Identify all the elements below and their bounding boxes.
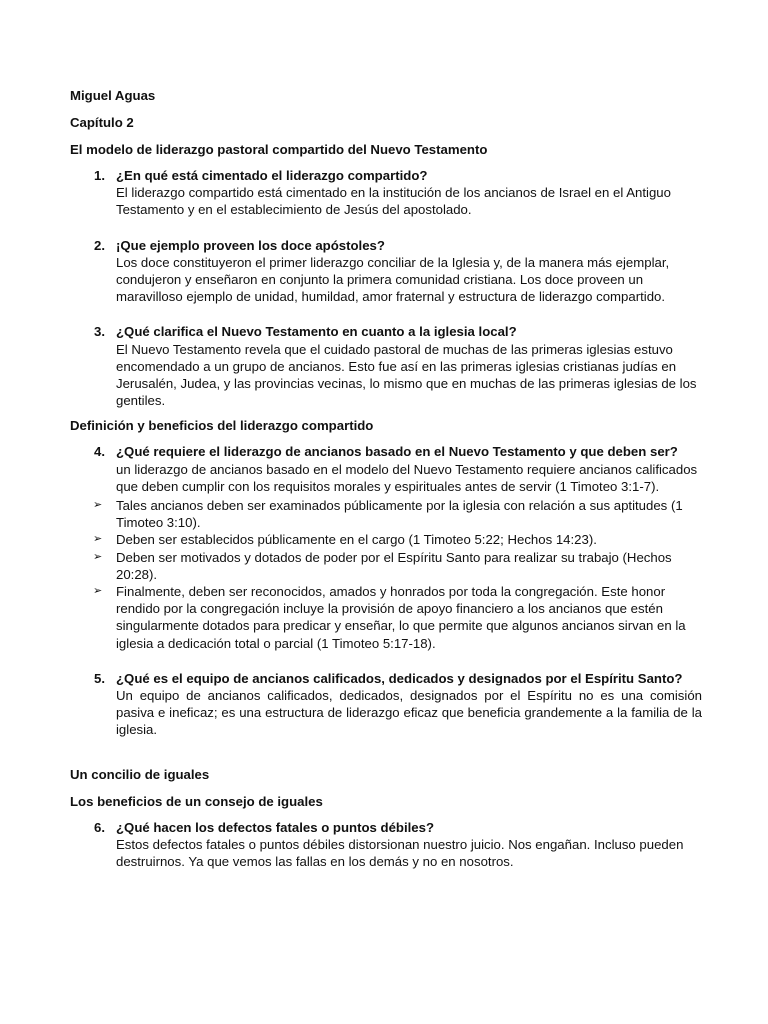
question-item-1 <box>70 167 702 219</box>
list-item <box>93 549 702 583</box>
answer-text: El Nuevo Testamento revela que el cuidado pastoral de muchas de las primeras iglesias estuvo encomendado a un grupo de ancianos. Esto fue así en las primeras iglesias cristianas judías en Jerusalén, Judea, y las provincias vecinas, lo mismo que en muchas de las primeras iglesias de los gentiles. <box>116 341 697 409</box>
requirements-list <box>70 497 702 652</box>
list-item <box>93 583 702 652</box>
question-item-4 <box>70 443 702 495</box>
bullet-text: Tales ancianos deben ser examinados públicamente por la iglesia con relación a sus aptitudes (1 Timoteo 3:10). <box>116 498 683 531</box>
question-number: 5. <box>94 670 105 686</box>
arrow-bullet-icon: ➢ <box>93 585 103 598</box>
author-name: Miguel Aguas <box>70 88 156 103</box>
answer-text: Los doce constituyeron el primer liderazgo conciliar de la Iglesia y, de la manera más ejemplar, condujeron y enseñaron en conjunto la primera comunidad cristiana. Los doce proveen un maravilloso ejemplo de unidad, humildad, amor fraternal y estructura de liderazgo compartido. <box>116 254 670 305</box>
arrow-bullet-icon: ➢ <box>93 550 103 563</box>
question-item-5 <box>70 670 702 739</box>
question-number: 2. <box>94 237 105 253</box>
chapter-label: Capítulo 2 <box>70 115 134 130</box>
question-text: ¡Que ejemplo proveen los doce apóstoles? <box>116 237 385 253</box>
section-heading-council: Un concilio de iguales <box>70 766 210 782</box>
question-number: 4. <box>94 444 105 460</box>
bullet-text: Finalmente, deben ser reconocidos, amados y honrados por toda la congregación. Este honor rendido por la congregación incluye la provisión de apoyo financiero a los ancianos que estén singularmente dotados para predicar y enseñar, lo que permite que algunos ancianos sirvan en la iglesia a dedicación total o parcial (1 Timoteo 5:17-18). <box>116 584 686 651</box>
question-text: ¿Qué es el equipo de ancianos calificados, dedicados y designados por el Espíritu Santo? <box>116 670 683 686</box>
bullet-text: Deben ser motivados y dotados de poder por el Espíritu Santo para realizar su trabajo (Hechos 20:28). <box>116 549 672 582</box>
question-item-6 <box>70 819 702 871</box>
document-body <box>70 87 702 870</box>
list-item <box>93 497 702 531</box>
answer-text: Estos defectos fatales o puntos débiles distorsionan nuestro juicio. Nos engañan. Incluso pueden destruirnos. Ya que vemos las fallas en los demás y no en nosotros. <box>116 836 684 870</box>
question-text: ¿Qué clarifica el Nuevo Testamento en cuanto a la iglesia local? <box>116 324 517 340</box>
section-heading-benefits: Los beneficios de un consejo de iguales <box>70 793 323 809</box>
question-item-3 <box>70 323 702 409</box>
section-heading-definition: Definición y beneficios del liderazgo compartido <box>70 418 374 434</box>
question-text: ¿Qué hacen los defectos fatales o puntos débiles? <box>116 819 435 835</box>
list-item <box>93 531 702 548</box>
bullet-text: Deben ser establecidos públicamente en el cargo (1 Timoteo 5:22; Hechos 14:23). <box>116 532 597 548</box>
question-text: ¿En qué está cimentado el liderazgo compartido? <box>116 168 428 183</box>
document-title: El modelo de liderazgo pastoral compartido del Nuevo Testamento <box>70 142 488 157</box>
arrow-bullet-icon: ➢ <box>93 499 103 512</box>
question-number: 1. <box>94 168 105 183</box>
answer-text: El liderazgo compartido está cimentado en la institución de los ancianos de Israel en el Antiguo Testamento y en el establecimiento de Jesús del apostolado. <box>116 185 671 218</box>
question-number: 3. <box>94 324 105 340</box>
answer-text: Un equipo de ancianos calificados, dedicados, designados por el Espíritu no es una comisión pasiva e ineficaz; es una estructura de liderazgo eficaz que beneficia grandemente a la familia de la iglesia. <box>116 688 702 738</box>
question-item-2 <box>70 237 702 306</box>
answer-text: un liderazgo de ancianos basado en el modelo del Nuevo Testamento requiere ancianos calificados que deben cumplir con los requisitos morales y espirituales antes de servir (1 Timoteo 3:1-7). <box>116 461 698 494</box>
arrow-bullet-icon: ➢ <box>93 533 103 546</box>
question-text: ¿Qué requiere el liderazgo de ancianos basado en el Nuevo Testamento y que deben ser? <box>116 444 678 460</box>
question-number: 6. <box>94 819 105 835</box>
